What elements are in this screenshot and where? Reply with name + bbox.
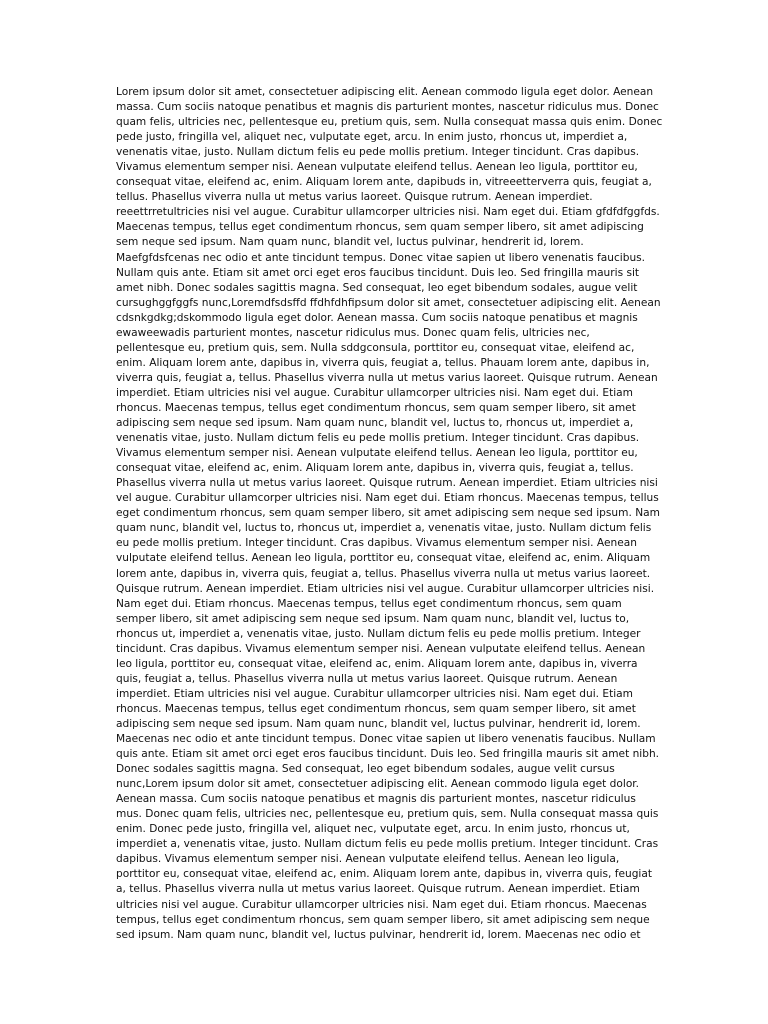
body-paragraph: Lorem ipsum dolor sit amet, consectetuer adipiscing elit. Aenean commodo ligula eget dolor. Aenean massa. Cum sociis natoque penatibus et magnis dis parturient montes, nascetur ridiculus mus. Donec quam felis, ultricies nec, pellentesque eu, pretium quis, sem. Nulla consequat massa quis enim. Donec pede justo, fringilla vel, aliquet nec, vulputate eget, arcu. In enim justo, rhoncus ut, imperdiet a, venenatis vitae, justo. Nullam dictum felis eu pede mollis pretium. Integer tincidunt. Cras dapibus. Vivamus elementum semper nisi. Aenean vulputate eleifend tellus. Aenean leo ligula, porttitor eu, consequat vitae, eleifend ac, enim. Aliquam lorem ante, dapibuds in, vitreeetterverra quis, feugiat a, tellus. Phasellus viverra nulla ut metus varius laoreet. Quisque rutrum. Aenean imperdiet. reeettrretultricies nisi vel augue. Curabitur ullamcorper ultricies nisi. Nam eget dui. Etiam gfdfdfggfds. Maecenas tempus, tellus eget condimentum rhoncus, sem quam semper libero, sit amet adipiscing sem neque sed ipsum. Nam quam nunc, blandit vel, luctus pulvinar, hendrerit id, lorem. Maefgfdsfcenas nec odio et ante tincidunt tempus. Donec vitae sapien ut libero venenatis faucibus. Nullam quis ante. Etiam sit amet orci eget eros faucibus tincidunt. Duis leo. Sed fringilla mauris sit amet nibh. Donec sodales sagittis magna. Sed consequat, leo eget bibendum sodales, augue velit cursughggfggfs nunc,Loremdfsdsffd ffdhfdhfipsum dolor sit amet, consectetuer adipiscing elit. Aenean cdsnkgdkg;dskommodo ligula eget dolor. Aenean massa. Cum sociis natoque penatibus et magnis ewaweewadis parturient montes, nascetur ridiculus mus. Donec quam felis, ultricies nec, pellentesque eu, pretium quis, sem. Nulla sddgconsula, porttitor eu, consequat vitae, eleifend ac, enim. Aliquam lorem ante, dapibus in, viverra quis, feugiat a, tellus. Phauam lorem ante, dapibus in, viverra quis, feugiat a, tellus. Phasellus viverra nulla ut metus varius laoreet. Quisque rutrum. Aenean imperdiet. Etiam ultricies nisi vel augue. Curabitur ullamcorper ultricies nisi. Nam eget dui. Etiam rhoncus. Maecenas tempus, tellus eget condimentum rhoncus, sem quam semper libero, sit amet adipiscing sem neque sed ipsum. Nam quam nunc, blandit vel, luctus to, rhoncus ut, imperdiet a, venenatis vitae, justo. Nullam dictum felis eu pede mollis pretium. Integer tincidunt. Cras dapibus. Vivamus elementum semper nisi. Aenean vulputate eleifend tellus. Aenean leo ligula, porttitor eu, consequat vitae, eleifend ac, enim. Aliquam lorem ante, dapibus in, viverra quis, feugiat a, tellus. Phasellus viverra nulla ut metus varius laoreet. Quisque rutrum. Aenean imperdiet. Etiam ultricies nisi vel augue. Curabitur ullamcorper ultricies nisi. Nam eget dui. Etiam rhoncus. Maecenas tempus, tellus eget condimentum rhoncus, sem quam semper libero, sit amet adipiscing sem neque sed ipsum. Nam quam nunc, blandit vel, luctus to, rhoncus ut, imperdiet a, venenatis vitae, justo. Nullam dictum felis eu pede mollis pretium. Integer tincidunt. Cras dapibus. Vivamus elementum semper nisi. Aenean vulputate eleifend tellus. Aenean leo ligula, porttitor eu, consequat vitae, eleifend ac, enim. Aliquam lorem ante, dapibus in, viverra quis, feugiat a, tellus. Phasellus viverra nulla ut metus varius laoreet. Quisque rutrum. Aenean imperdiet. Etiam ultricies nisi vel augue. Curabitur ullamcorper ultricies nisi. Nam eget dui. Etiam rhoncus. Maecenas tempus, tellus eget condimentum rhoncus, sem quam semper libero, sit amet adipiscing sem neque sed ipsum. Nam quam nunc, blandit vel, luctus to, rhoncus ut, imperdiet a, venenatis vitae, justo. Nullam dictum felis eu pede mollis pretium. Integer tincidunt. Cras dapibus. Vivamus elementum semper nisi. Aenean vulputate eleifend tellus. Aenean leo ligula, porttitor eu, consequat vitae, eleifend ac, enim. Aliquam lorem ante, dapibus in, viverra quis, feugiat a, tellus. Phasellus viverra nulla ut metus varius laoreet. Quisque rutrum. Aenean imperdiet. Etiam ultricies nisi vel augue. Curabitur ullamcorper ultricies nisi. Nam eget dui. Etiam rhoncus. Maecenas tempus, tellus eget condimentum rhoncus, sem quam semper libero, sit amet adipiscing sem neque sed ipsum. Nam quam nunc, blandit vel, luctus pulvinar, hendrerit id, lorem. Maecenas nec odio et ante tincidunt tempus. Donec vitae sapien ut libero venenatis faucibus. Nullam quis ante. Etiam sit amet orci eget eros faucibus tincidunt. Duis leo. Sed fringilla mauris sit amet nibh. Donec sodales sagittis magna. Sed consequat, leo eget bibendum sodales, augue velit cursus nunc,Lorem ipsum dolor sit amet, consectetuer adipiscing elit. Aenean commodo ligula eget dolor. Aenean massa. Cum sociis natoque penatibus et magnis dis parturient montes, nascetur ridiculus mus. Donec quam felis, ultricies nec, pellentesque eu, pretium quis, sem. Nulla consequat massa quis enim. Donec pede justo, fringilla vel, aliquet nec, vulputate eget, arcu. In enim justo, rhoncus ut, imperdiet a, venenatis vitae, justo. Nullam dictum felis eu pede mollis pretium. Integer tincidunt. Cras dapibus. Vivamus elementum semper nisi. Aenean vulputate eleifend tellus. Aenean leo ligula, porttitor eu, consequat vitae, eleifend ac, enim. Aliquam lorem ante, dapibus in, viverra quis, feugiat a, tellus. Phasellus viverra nulla ut metus varius laoreet. Quisque rutrum. Aenean imperdiet. Etiam ultricies nisi vel augue. Curabitur ullamcorper ultricies nisi. Nam eget dui. Etiam rhoncus. Maecenas tempus, tellus eget condimentum rhoncus, sem quam semper libero, sit amet adipiscing sem neque sed ipsum. Nam quam nunc, blandit vel, luctus pulvinar, hendrerit id, lorem. Maecenas nec odio et bbox=[116, 86, 663, 941]
